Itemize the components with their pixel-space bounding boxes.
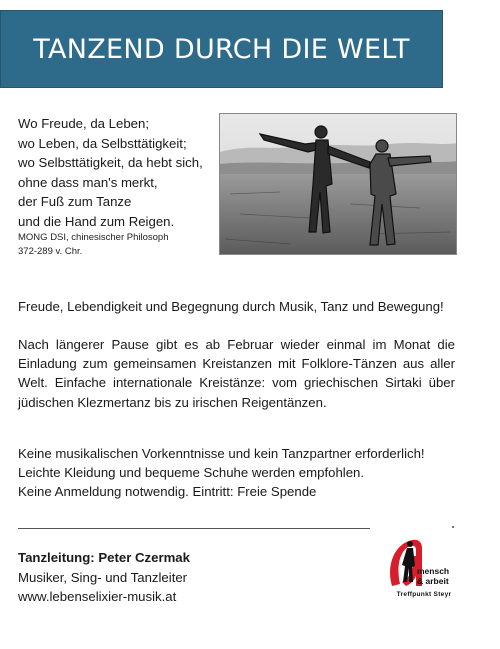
poem-line: wo Leben, da Selbsttätigkeit; (18, 135, 187, 151)
contact-title: Tanzleitung: Peter Czermak (18, 550, 190, 565)
headline: Freude, Lebendigkeit und Begegnung durch Musik, Tanz und Bewegung! (18, 299, 444, 314)
logo-text-arbeit: & arbeit (417, 576, 449, 586)
poem (18, 114, 218, 232)
page-title: TANZEND DURCH DIE WELT (33, 33, 410, 65)
attribution-dates: 372-289 v. Chr. (18, 246, 83, 257)
mensch-arbeit-logo (388, 536, 460, 604)
dancers-illustration (220, 114, 457, 255)
note-line: Leichte Kleidung und bequeme Schuhe werden empfohlen. (18, 465, 365, 481)
logo-text-treffpunkt: Treffpunkt Steyr (396, 591, 452, 598)
dancers-sketch-image (219, 113, 457, 255)
title-banner (0, 10, 443, 88)
logo-text-mensch: mensch (417, 566, 450, 576)
poem-line: Wo Freude, da Leben; (18, 116, 149, 131)
poem-line: und die Hand zum Reigen. (18, 213, 175, 229)
divider-dot (452, 526, 454, 528)
poem-line: wo Selbsttätigkeit, da hebt sich, (18, 155, 203, 171)
description-paragraph: Nach längerer Pause gibt es ab Februar wieder einmal im Monat die Einladung zum gemeinsamen Kreistanzen mit Folklore-Tänzen aus aller Welt. Einfache internationale Kreistänze: vom griechischen Sirtaki über jüdischen Klezmertanz bis zu irischen Reigentänzen. (18, 337, 455, 410)
note-line: Keine Anmeldung notwendig. Eintritt: Freie Spende (18, 484, 317, 500)
contact-role: Musiker, Sing- und Tanzleiter (18, 569, 188, 585)
attribution-author: MONG DSI, chinesischer Philosoph (18, 232, 169, 243)
contact-block (18, 548, 190, 607)
note-line: Keine musikalischen Vorkenntnisse und kein Tanzpartner erforderlich! (18, 446, 425, 461)
poem-line: der Fuß zum Tanze (18, 194, 132, 210)
website-link[interactable]: www.lebenselixier-musik.at (18, 589, 177, 604)
poem-line: ohne dass man's merkt, (18, 174, 158, 190)
poem-attribution (18, 231, 218, 259)
divider (18, 528, 370, 529)
notes (18, 444, 458, 502)
